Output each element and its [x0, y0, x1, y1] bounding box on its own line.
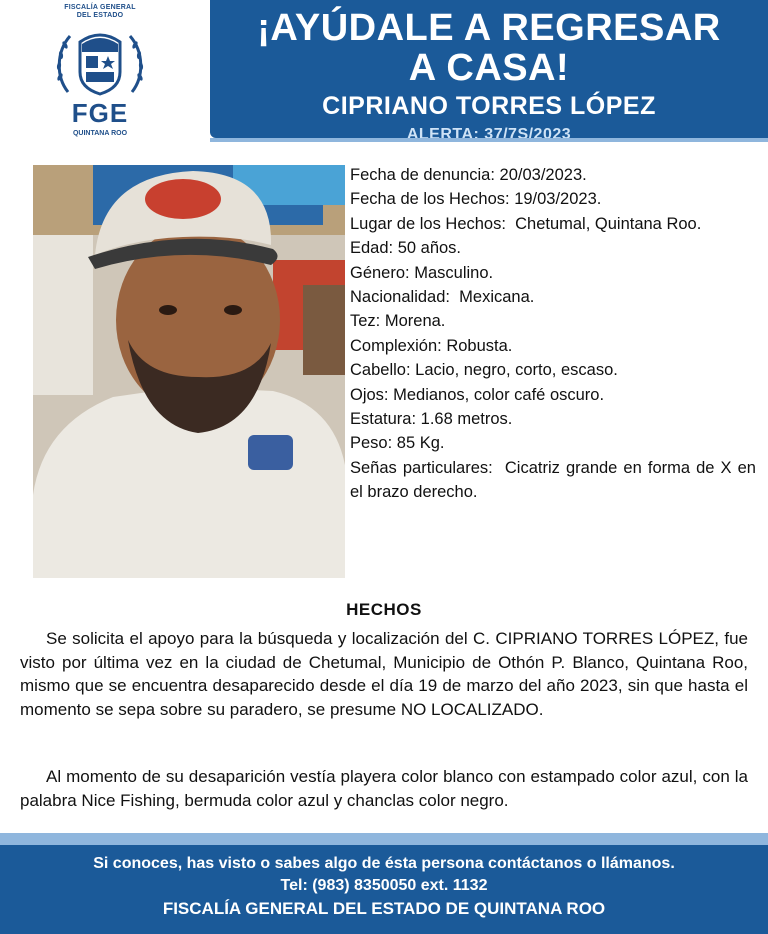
emblem-icon [50, 22, 150, 102]
detail-ojos: Ojos: Medianos, color café oscuro. [350, 385, 605, 404]
hechos-heading: HECHOS [346, 600, 422, 619]
footer-phone: Tel: (983) 8350050 ext. 1132 [280, 877, 488, 894]
detail-fecha-denuncia: Fecha de denuncia: 20/03/2023. [350, 166, 587, 184]
detail-nacionalidad: Nacionalidad: Mexicana. [350, 288, 535, 307]
person-photo-illustration [33, 165, 345, 578]
detail-fecha-hechos: Fecha de los Hechos: 19/03/2023. [350, 190, 602, 209]
detail-peso: Peso: 85 Kg. [350, 434, 445, 453]
detail-complexion: Complexión: Robusta. [350, 336, 513, 355]
detail-senas-particulares: Señas particulares: Cicatriz grande en forma de X en el brazo derecho. [350, 458, 756, 502]
footer-contact [0, 845, 768, 934]
person-photo [33, 165, 345, 578]
title-line-2: A CASA! [408, 47, 570, 89]
detail-genero: Género: Masculino. [350, 263, 494, 282]
person-details [350, 163, 756, 505]
detail-estatura: Estatura: 1.68 metros. [350, 410, 513, 429]
logo-acronym: FGE [71, 98, 129, 128]
fge-logo [40, 4, 160, 154]
header-stripe [210, 138, 768, 142]
footer-contact-message: Si conoces, has visto o sabes algo de ésta persona contáctanos o llámanos. [93, 855, 675, 872]
logo-top-text-1: FISCALÍA GENERAL [64, 4, 136, 11]
hechos-paragraph-1: Se solicita el apoyo para la búsqueda y localización del C. CIPRIANO TORRES LÓPEZ, fue visto por última vez en la ciudad de Chetumal, Municipio de Othón P. Blanco, Quintana Roo, mismo que se encuentra desaparecido desde el día 19 de marzo del año 2023, sin que hasta el momento se sepa sobre su paradero, se presume NO LOCALIZADO. [20, 629, 748, 719]
logo-top-text-2: DEL ESTADO [76, 12, 124, 19]
hechos-paragraph-2: Al momento de su desaparición vestía playera color blanco con estampado color azul, con la palabra Nice Fishing, bermuda color azul y chanclas color negro. [20, 767, 748, 810]
person-name: CIPRIANO TORRES LÓPEZ [322, 92, 656, 120]
header-banner [210, 0, 768, 138]
detail-tez: Tez: Morena. [350, 312, 446, 331]
alert-number: ALERTA: 37/7S/2023 [406, 126, 572, 138]
title-line-1: ¡AYÚDALE A REGRESAR [257, 7, 721, 49]
logo-bottom-text: QUINTANA ROO [72, 130, 128, 137]
footer-stripe [0, 833, 768, 845]
detail-edad: Edad: 50 años. [350, 239, 462, 258]
detail-lugar-hechos: Lugar de los Hechos: Chetumal, Quintana Roo. [350, 214, 702, 233]
detail-cabello: Cabello: Lacio, negro, corto, escaso. [350, 361, 618, 380]
footer-agency: FISCALÍA GENERAL DEL ESTADO DE QUINTANA ROO [162, 899, 606, 918]
